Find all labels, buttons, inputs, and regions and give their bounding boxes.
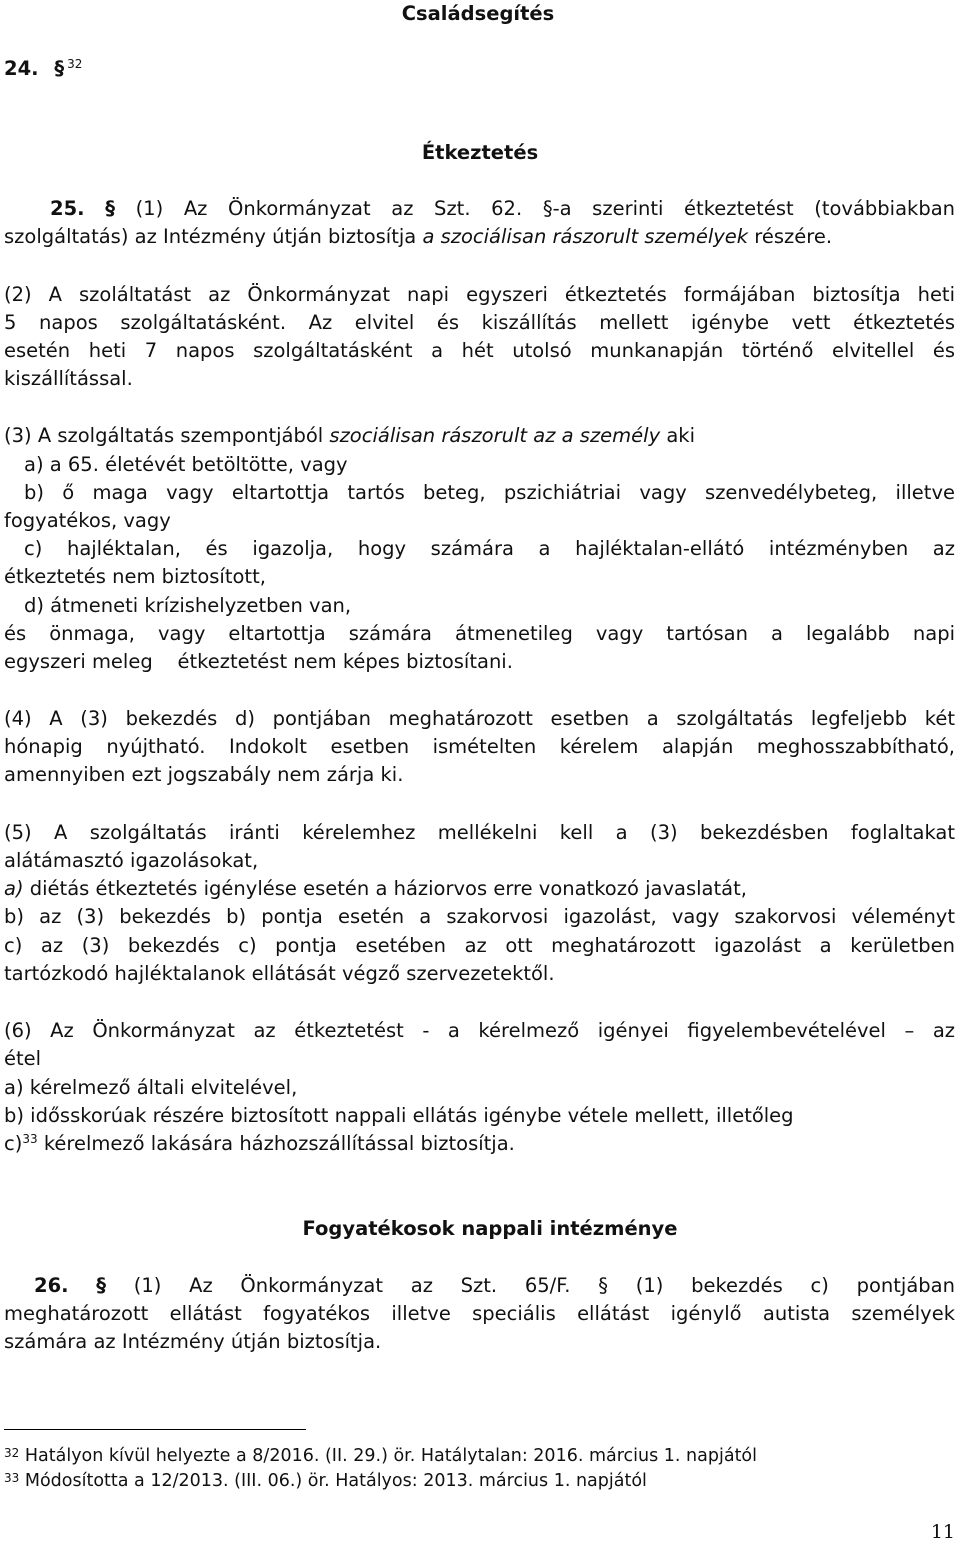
page-number: 11 xyxy=(930,1521,955,1543)
p5-item-c-2: tartózkodó hajléktalanok ellátását végző szervezetektől. xyxy=(4,962,555,985)
footnote-text: Hatályon kívül helyezte a 8/2016. (II. 29.) ör. Hatálytalan: 2016. március 1. napjától xyxy=(24,1446,757,1466)
footnote-ref[interactable]: 32 xyxy=(67,57,83,71)
s26-line-3: számára az Intézmény útján biztosítja. xyxy=(4,1330,382,1353)
italic-term: a szociálisan rászorult személyek xyxy=(422,225,749,248)
text-run: kérelmező lakására házhozszállítással biztosítja. xyxy=(37,1132,515,1155)
section-24 xyxy=(4,55,955,83)
footnote-text: Módosította a 12/2013. (III. 06.) ör. Hatályos: 2013. március 1. napjától xyxy=(24,1471,647,1491)
section-number: 24. xyxy=(4,57,39,80)
text-run: (1) Az Önkormányzat az Szt. 62. xyxy=(135,197,523,220)
section-title xyxy=(0,0,960,28)
p5-item-b: b) az (3) bekezdés b) pontja esetén a szakorvosi igazolást, vagy szakorvosi véleményt xyxy=(4,905,955,928)
text-run: (1) bekezdés c) pontjában xyxy=(635,1274,955,1297)
p1-line-2 xyxy=(4,223,955,251)
title-text: Családsegítés xyxy=(401,2,555,25)
p4-line-1: (4) A (3) bekezdés d) pontjában meghatározott esetben a szolgáltatás legfeljebb két xyxy=(4,707,955,730)
p5-line-2: alátámasztó igazolásokat, xyxy=(4,849,259,872)
p6-line-2: étel xyxy=(4,1047,42,1070)
p6-item-a: a) kérelmező általi elvitelével, xyxy=(4,1076,298,1099)
paragraph-sign: § xyxy=(96,1274,107,1297)
p4-line-2: hónapig nyújtható. Indokolt esetben ismételten kérelem alapján meghosszabbítható, xyxy=(4,735,955,758)
footnote-32 xyxy=(4,1445,757,1467)
p3-item-b-2: fogyatékos, vagy xyxy=(4,509,171,532)
p2-line-2: 5 napos szolgáltatásként. Az elvitel és kiszállítás mellett igénybe vett étkeztetés xyxy=(4,311,955,334)
p3-item-b-1: b) ő maga vagy eltartottja tartós beteg, pszichiátriai vagy szenvedélybeteg, illetve xyxy=(24,481,955,504)
p4-line-3: amennyiben ezt jogszabály nem zárja ki. xyxy=(4,763,404,786)
section-26-line xyxy=(34,1272,955,1300)
paragraph-sign: § xyxy=(542,197,553,220)
paragraph-sign: § xyxy=(105,197,115,220)
s26-line-2: meghatározott ellátást fogyatékos illetve speciális ellátást igénylő autista személyek xyxy=(4,1302,955,1325)
p5-item-a xyxy=(4,875,955,903)
p3-closing-1: és önmaga, vagy eltartottja számára átmenetileg vagy tartósan a legalább napi xyxy=(4,622,955,645)
text-run: (3) A szolgáltatás szempontjából xyxy=(4,424,324,447)
text-run: aki xyxy=(666,424,696,447)
footnote-ref[interactable]: 33 xyxy=(22,1132,38,1146)
p3-item-d: d) átmeneti krízishelyzetben van, xyxy=(24,594,352,617)
italic-term: szociálisan rászorult az a személy xyxy=(329,424,661,447)
section-number: 26. xyxy=(34,1274,69,1297)
footnote-separator xyxy=(4,1429,306,1430)
footnote-33 xyxy=(4,1470,647,1492)
text-run: szolgáltatás) az Intézmény útján biztosítja xyxy=(4,225,417,248)
section-number: 25. xyxy=(50,197,85,220)
footnote-number: 32 xyxy=(4,1446,20,1460)
p3-item-c-2: étkeztetés nem biztosított, xyxy=(4,565,266,588)
item-letter: c) xyxy=(4,1132,23,1155)
p5-item-c-1: c) az (3) bekezdés c) pontja esetében az ott meghatározott igazolást a kerületben xyxy=(4,934,955,957)
section-25-line xyxy=(50,195,955,223)
fogyatekos-heading xyxy=(0,1215,960,1243)
p2-line-4: kiszállítással. xyxy=(4,367,133,390)
p6-item-b: b) idősskorúak részére biztosított nappali ellátás igénybe vétele mellett, illetőleg xyxy=(4,1104,794,1127)
text-run: részére. xyxy=(754,225,833,248)
p6-item-c xyxy=(4,1130,955,1158)
paragraph-sign: § xyxy=(54,57,65,80)
p3-item-c-1: c) hajléktalan, és igazolja, hogy számára a hajléktalan-ellátó intézményben az xyxy=(24,537,955,560)
heading-text: Fogyatékosok nappali intézménye xyxy=(302,1217,678,1240)
text-run: diétás étkeztetés igénylése esetén a háziorvos erre vonatkozó javaslatát, xyxy=(23,877,747,900)
p6-line-1: (6) Az Önkormányzat az étkeztetést - a kérelmező igényei figyelembevételével – az xyxy=(4,1019,955,1042)
heading-text: Étkeztetés xyxy=(421,141,539,164)
p3-item-a: a) a 65. életévét betöltötte, vagy xyxy=(24,453,348,476)
p2-line-1: (2) A szoláltatást az Önkormányzat napi egyszeri étkeztetés formájában biztosítja heti xyxy=(4,283,955,306)
p3-closing-2: egyszeri meleg étkeztetést nem képes biztosítani. xyxy=(4,650,513,673)
p5-line-1: (5) A szolgáltatás iránti kérelemhez mellékelni kell a (3) bekezdésben foglaltakat xyxy=(4,821,955,844)
item-letter: a) xyxy=(4,877,24,900)
footnote-number: 33 xyxy=(4,1471,20,1485)
text-run: -a szerinti étkeztetést (továbbiakban xyxy=(552,197,956,220)
p2-line-3: esetén heti 7 napos szolgáltatásként a hét utolsó munkanapján történő elvitellel és xyxy=(4,339,955,362)
etkeztetes-heading xyxy=(0,139,960,167)
p3-line-1 xyxy=(4,422,955,450)
text-run: (1) Az Önkormányzat az Szt. 65/F. xyxy=(133,1274,571,1297)
paragraph-sign: § xyxy=(598,1274,608,1297)
